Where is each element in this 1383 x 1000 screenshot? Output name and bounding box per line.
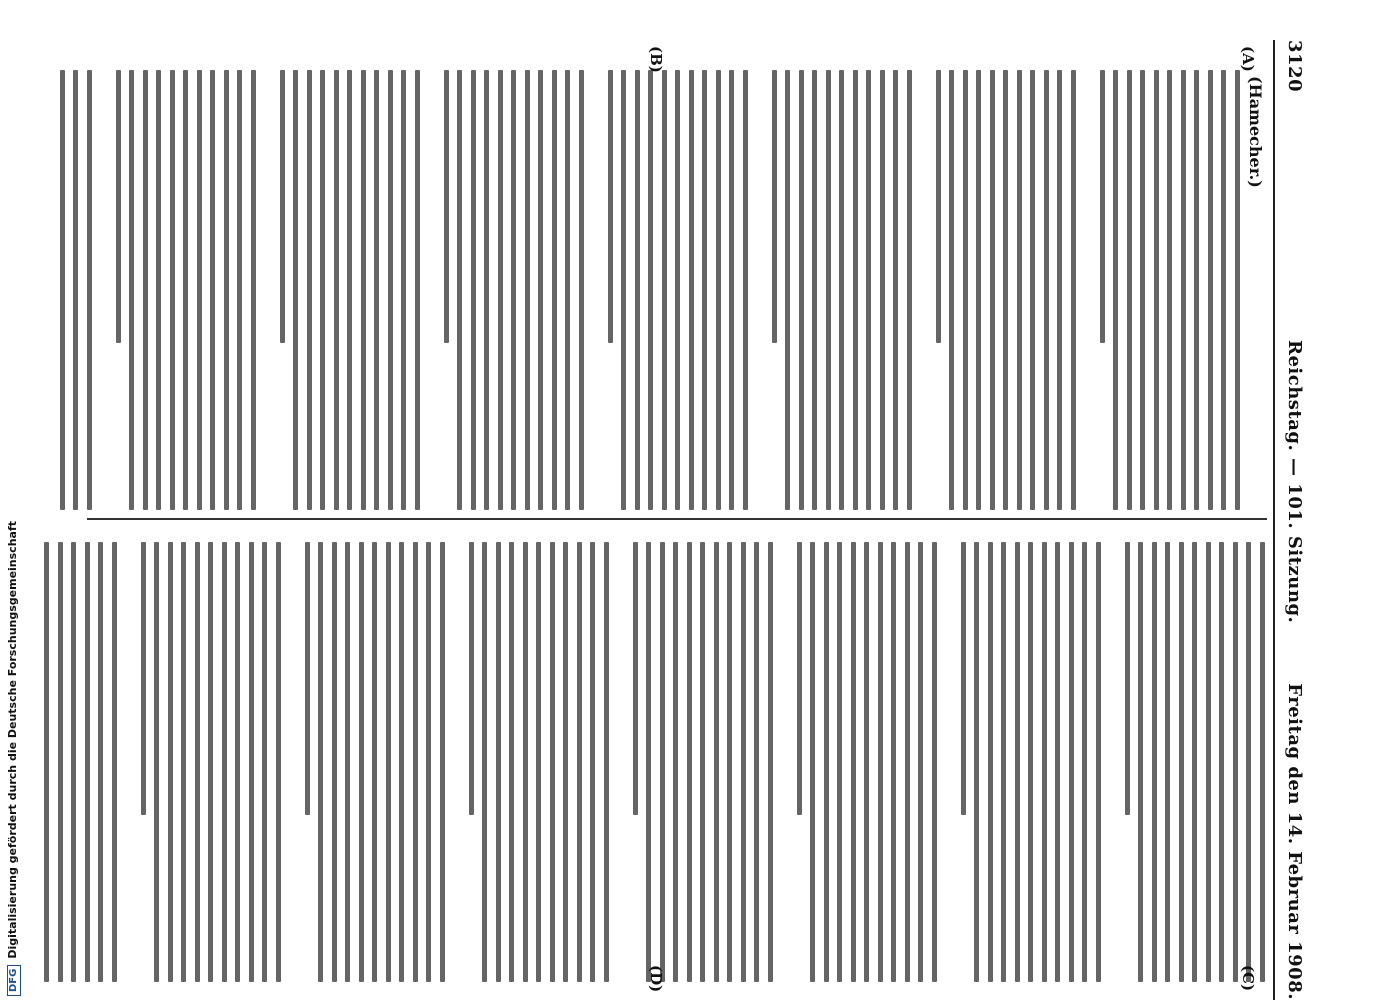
text-line — [157, 70, 162, 510]
text-line — [865, 542, 870, 982]
text-line — [853, 70, 858, 510]
text-line — [975, 542, 980, 982]
text-line — [1235, 70, 1240, 510]
text-line — [566, 70, 571, 510]
text-column-left — [85, 70, 1265, 510]
text-line — [1233, 542, 1238, 982]
text-line — [608, 70, 613, 343]
text-line — [635, 70, 640, 510]
text-line — [332, 542, 337, 982]
text-line — [689, 70, 694, 510]
text-line — [1058, 70, 1063, 510]
text-line — [537, 542, 542, 982]
text-line — [1166, 542, 1171, 982]
text-line — [276, 542, 281, 982]
text-line — [525, 70, 530, 510]
text-line — [811, 542, 816, 982]
text-line — [701, 542, 706, 982]
text-line — [1125, 542, 1130, 815]
text-line — [211, 70, 216, 510]
text-line — [878, 542, 883, 982]
text-line — [1083, 542, 1088, 982]
text-line — [741, 542, 746, 982]
text-line — [427, 542, 432, 982]
text-line — [1096, 542, 1101, 982]
text-line — [1031, 70, 1036, 510]
text-line — [294, 70, 299, 510]
text-line — [579, 70, 584, 510]
text-line — [1154, 70, 1159, 510]
text-line — [238, 70, 243, 510]
text-line — [444, 70, 449, 343]
text-line — [539, 70, 544, 510]
session-title: Reichstag. — 101. Sitzung. — [1284, 340, 1305, 624]
text-line — [512, 70, 517, 510]
text-line — [961, 542, 966, 815]
column-divider — [87, 518, 1267, 520]
text-line — [251, 70, 256, 510]
text-line — [1206, 542, 1211, 982]
text-line — [1100, 70, 1105, 343]
text-line — [1179, 542, 1184, 982]
text-line — [209, 542, 214, 982]
text-line — [334, 70, 339, 510]
text-line — [263, 542, 268, 982]
text-line — [415, 70, 420, 510]
text-line — [1004, 70, 1009, 510]
text-column-right — [85, 542, 1265, 982]
text-line — [687, 542, 692, 982]
text-line — [1181, 70, 1186, 510]
text-line — [851, 542, 856, 982]
text-line — [786, 70, 791, 510]
text-line — [622, 70, 627, 510]
text-line — [510, 542, 515, 982]
text-line — [1168, 70, 1173, 510]
text-line — [674, 542, 679, 982]
text-line — [892, 542, 897, 982]
text-line — [99, 542, 104, 982]
text-line — [485, 70, 490, 510]
text-line — [867, 70, 872, 510]
text-line — [346, 542, 351, 982]
text-line — [932, 542, 937, 982]
header-rule — [1273, 40, 1275, 1000]
dfg-logo: DFG — [7, 965, 21, 996]
text-line — [1220, 542, 1225, 982]
text-line — [799, 70, 804, 510]
text-line — [386, 542, 391, 982]
text-line — [714, 542, 719, 982]
text-line — [950, 70, 955, 510]
text-line — [130, 70, 135, 510]
text-line — [116, 70, 121, 343]
text-line — [224, 70, 229, 510]
text-line — [143, 70, 148, 510]
text-line — [184, 70, 189, 510]
text-line — [1071, 70, 1076, 510]
text-line — [564, 542, 569, 982]
text-line — [440, 542, 445, 982]
text-line — [155, 542, 160, 982]
text-line — [826, 70, 831, 510]
text-line — [716, 70, 721, 510]
page-number: 3120 — [1284, 40, 1305, 93]
text-line — [58, 542, 63, 982]
text-line — [894, 70, 899, 510]
text-line — [458, 70, 463, 510]
text-line — [321, 70, 326, 510]
text-line — [990, 70, 995, 510]
session-date: Freitag den 14. Februar 1908. — [1284, 683, 1305, 1000]
text-line — [1002, 542, 1007, 982]
text-line — [45, 542, 50, 982]
text-line — [249, 542, 254, 982]
margin-marker-c: (C) — [1239, 965, 1257, 992]
text-line — [840, 70, 845, 510]
text-line — [1114, 70, 1119, 510]
text-line — [280, 70, 285, 343]
text-line — [222, 542, 227, 982]
text-line — [1139, 542, 1144, 982]
text-line — [743, 70, 748, 510]
text-line — [772, 70, 777, 343]
text-line — [483, 542, 488, 982]
text-line — [400, 542, 405, 982]
text-line — [348, 70, 353, 510]
text-line — [112, 542, 117, 982]
text-line — [988, 542, 993, 982]
text-line — [388, 70, 393, 510]
text-line — [703, 70, 708, 510]
text-line — [755, 542, 760, 982]
text-line — [1193, 542, 1198, 982]
page-header — [1275, 40, 1305, 1000]
text-line — [1247, 542, 1252, 982]
text-line — [728, 542, 733, 982]
text-line — [413, 542, 418, 982]
text-line — [1042, 542, 1047, 982]
text-line — [1195, 70, 1200, 510]
text-line — [373, 542, 378, 982]
text-line — [87, 70, 92, 510]
text-line — [880, 70, 885, 510]
text-line — [498, 70, 503, 510]
text-line — [1260, 542, 1265, 982]
text-line — [577, 542, 582, 982]
text-line — [197, 70, 202, 510]
text-line — [168, 542, 173, 982]
text-line — [768, 542, 773, 982]
text-line — [402, 70, 407, 510]
column-text-left — [60, 70, 1240, 510]
text-line — [1056, 542, 1061, 982]
text-line — [813, 70, 818, 510]
text-line — [496, 542, 501, 982]
text-line — [236, 542, 241, 982]
text-line — [838, 542, 843, 982]
text-line — [633, 542, 638, 815]
text-line — [550, 542, 555, 982]
margin-marker-d: (D) — [647, 965, 665, 993]
text-line — [824, 542, 829, 982]
text-line — [1044, 70, 1049, 510]
text-line — [305, 542, 310, 815]
text-line — [977, 70, 982, 510]
text-line — [60, 70, 65, 510]
text-line — [676, 70, 681, 510]
text-line — [170, 70, 175, 510]
text-line — [1141, 70, 1146, 510]
text-line — [649, 70, 654, 510]
text-line — [1152, 542, 1157, 982]
text-line — [74, 70, 79, 510]
text-line — [1208, 70, 1213, 510]
text-line — [552, 70, 557, 510]
text-line — [469, 542, 474, 815]
text-line — [1222, 70, 1227, 510]
text-line — [523, 542, 528, 982]
text-line — [72, 542, 77, 982]
text-line — [1127, 70, 1132, 510]
column-text-right — [45, 542, 1266, 982]
text-line — [1015, 542, 1020, 982]
text-line — [375, 70, 380, 510]
text-line — [471, 70, 476, 510]
footer-text: Digitalisierung gefördert durch die Deutsche Forschungsgemeinschaft — [6, 520, 19, 959]
digitization-footer — [6, 521, 21, 996]
text-line — [1017, 70, 1022, 510]
text-line — [361, 70, 366, 510]
text-line — [647, 542, 652, 982]
margin-marker-b: (B) — [647, 46, 665, 73]
text-line — [1029, 542, 1034, 982]
text-line — [905, 542, 910, 982]
text-line — [141, 542, 146, 815]
text-line — [797, 542, 802, 815]
text-line — [730, 70, 735, 510]
margin-marker-a: (A) — [1239, 46, 1257, 72]
text-line — [85, 542, 90, 982]
text-line — [936, 70, 941, 343]
text-line — [307, 70, 312, 510]
text-line — [907, 70, 912, 510]
text-line — [660, 542, 665, 982]
text-line — [662, 70, 667, 510]
text-line — [359, 542, 364, 982]
text-line — [1069, 542, 1074, 982]
text-line — [195, 542, 200, 982]
text-line — [963, 70, 968, 510]
speaker-name: (Hamecher.) — [1246, 76, 1265, 188]
text-line — [604, 542, 609, 982]
text-line — [319, 542, 324, 982]
text-line — [182, 542, 187, 982]
text-line — [919, 542, 924, 982]
text-line — [591, 542, 596, 982]
rotated-page — [65, 40, 1305, 1000]
